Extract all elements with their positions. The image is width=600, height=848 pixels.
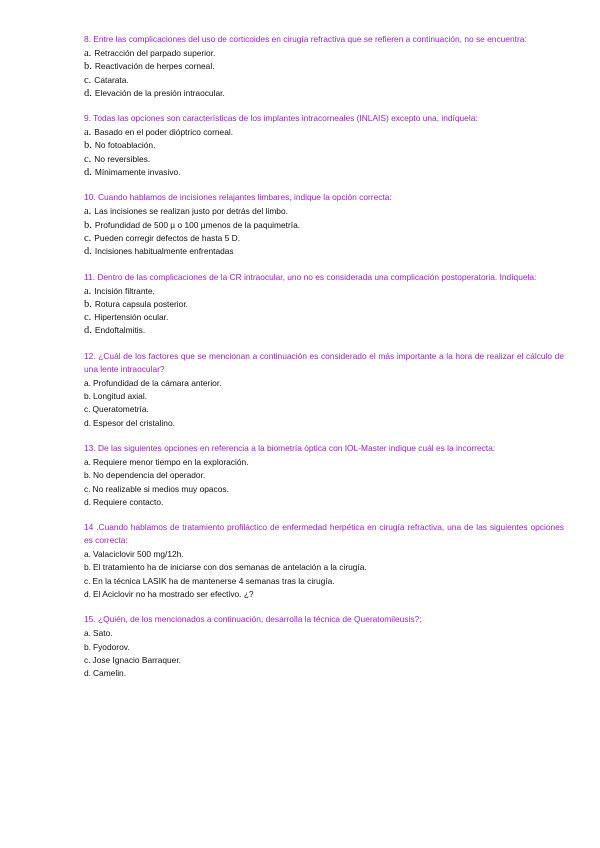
question-9: [84, 112, 564, 179]
option-text: Reactivación de herpes corneal.: [94, 61, 215, 72]
option-letter: d.: [84, 496, 91, 507]
option-text: Pueden corregir defectos de hasta 5 D.: [94, 232, 241, 243]
option-letter: c.: [84, 74, 92, 86]
option-letter: a.: [84, 628, 91, 639]
option-letter: a.: [84, 206, 92, 218]
option-text: Elevación de la presión intraocular.: [94, 87, 225, 98]
question-text: 12. ¿Cuál de los factores que se mencionan a continuación es considerado el más importante a la hora de realizar el cálculo de una lente intraocular?: [84, 350, 564, 374]
question-11: [84, 271, 564, 338]
question-8: [84, 33, 564, 100]
option-text: Queratometría.: [92, 404, 149, 415]
answer-option: [84, 469, 564, 482]
question-text: 15. ¿Quién, de los mencionados a continuación, desarrolla la técnica de Queratomileusis?:: [84, 614, 422, 625]
answer-option: [84, 166, 564, 179]
question-15: [84, 613, 564, 680]
answer-option: [84, 139, 564, 152]
option-letter: c.: [84, 312, 92, 324]
answer-option: [84, 667, 564, 680]
option-text: Valaciclovir 500 mg/12h.: [93, 549, 184, 560]
option-text: No realizable si medios muy opacos.: [92, 483, 229, 494]
option-letter: b.: [84, 562, 91, 573]
answer-option: [84, 654, 564, 667]
question-text: 10. Cuando hablamos de incisiones relajantes limbares, indique la opción correcta:: [84, 192, 392, 203]
option-text: Incisión filtrante.: [94, 285, 155, 296]
answer-option: [84, 205, 564, 218]
answer-option: [84, 377, 564, 390]
option-letter: b.: [84, 61, 92, 73]
answer-option: [84, 74, 564, 87]
option-letter: d.: [84, 246, 92, 258]
answer-option: [84, 496, 564, 509]
option-letter: a.: [84, 456, 91, 467]
option-letter: b.: [84, 219, 92, 231]
option-letter: d.: [84, 417, 91, 428]
answer-option: [84, 87, 564, 100]
option-text: En la técnica LASIK ha de mantenerse 4 semanas tras la cirugía.: [92, 575, 335, 586]
option-letter: d.: [84, 668, 91, 679]
question-text: 14 .Cuando hablamos de tratamiento profiláctico de enfermedad herpética en cirugía refractiva, una de las siguientes opciones es correcta:: [84, 522, 564, 546]
answer-option: [84, 245, 564, 258]
answer-option: [84, 153, 564, 166]
option-letter: c.: [84, 404, 91, 415]
answer-option: [84, 627, 564, 640]
answer-option: [84, 311, 564, 324]
option-letter: b.: [84, 470, 91, 481]
answer-option: [84, 575, 564, 588]
answer-option: [84, 47, 564, 60]
answer-option: [84, 456, 564, 469]
question-text: 11. Dentro de las complicaciones de la CR intraocular, uno no es considerada una complicación postoperatoria. Indíquela:: [84, 271, 537, 282]
option-text: Hipertensión ocular.: [94, 312, 169, 323]
option-text: Requiere contacto.: [93, 496, 164, 507]
option-text: No reversibles.: [94, 153, 151, 164]
option-letter: a.: [84, 285, 92, 297]
option-text: Mínimamente invasivo.: [94, 167, 181, 178]
answer-option: [84, 561, 564, 574]
answer-option: [84, 403, 564, 416]
question-10: [84, 191, 564, 258]
answer-option: [84, 126, 564, 139]
option-text: Incisiones habitualmente enfrentadas: [94, 246, 234, 257]
question-12: [84, 350, 564, 430]
answer-option: [84, 324, 564, 337]
question-text: 13. De las siguientes opciones en referencia a la biometría óptica con IOL-Master indique cuál es la incorrecta:: [84, 442, 496, 453]
option-letter: a.: [84, 127, 92, 139]
option-letter: b.: [84, 641, 91, 652]
option-text: Profundidad de la cámara anterior.: [93, 377, 222, 388]
option-text: Rotura capsula posterior.: [94, 298, 188, 309]
option-text: El Aciclovir no ha mostrado ser efectivo. ¿?: [93, 589, 254, 600]
answer-option: [84, 483, 564, 496]
option-text: El tratamiento ha de iniciarse con dos semanas de antelación a la cirugía.: [93, 562, 367, 573]
option-text: Camelin.: [93, 668, 127, 679]
option-text: Las incisiones se realizan justo por detrás del limbo.: [94, 206, 288, 217]
answer-option: [84, 548, 564, 561]
option-text: Longitud axial.: [93, 391, 148, 402]
option-letter: b.: [84, 298, 92, 310]
option-letter: a.: [84, 377, 91, 388]
answer-option: [84, 60, 564, 73]
question-text: 9. Todas las opciones son características de los implantes intracorneales (INLAIS) excepto una, indíquela:: [84, 113, 478, 124]
option-text: Profundidad de 500 µ o 100 µmenos de la paquimetría.: [94, 219, 301, 230]
option-letter: c.: [84, 153, 92, 165]
option-letter: a.: [84, 549, 91, 560]
option-text: Requiere menor tiempo en la exploración.: [93, 456, 249, 467]
option-text: Fyodorov.: [93, 641, 130, 652]
question-text: 8. Entre las complicaciones del uso de corticoides en cirugía refractiva que se refieren a continuación, no se encuentra:: [84, 34, 527, 44]
option-letter: b.: [84, 391, 91, 402]
answer-option: [84, 219, 564, 232]
option-letter: d.: [84, 167, 92, 179]
option-text: Retracción del parpado superior.: [94, 48, 216, 58]
answer-option: [84, 417, 564, 430]
answer-option: [84, 232, 564, 245]
option-text: Espesor del cristalino.: [93, 417, 175, 428]
option-letter: a.: [84, 48, 92, 59]
option-text: Endoftalmitis.: [94, 325, 146, 336]
option-letter: b.: [84, 140, 92, 152]
option-letter: d.: [84, 589, 91, 600]
option-letter: c.: [84, 654, 91, 665]
option-letter: c.: [84, 483, 91, 494]
option-text: Catarata.: [94, 74, 129, 85]
option-text: Jose Ignacio Barraquer.: [92, 654, 181, 665]
option-letter: c.: [84, 232, 92, 244]
option-text: No fotoablación.: [94, 140, 156, 151]
answer-option: [84, 285, 564, 298]
option-text: No dependencia del operador.: [93, 470, 206, 481]
question-13: [84, 442, 564, 509]
option-text: Sato.: [93, 628, 113, 639]
option-letter: d.: [84, 325, 92, 337]
answer-option: [84, 390, 564, 403]
option-text: Basado en el poder dióptrico corneal.: [94, 127, 234, 138]
answer-option: [84, 641, 564, 654]
answer-option: [84, 298, 564, 311]
question-14: [84, 521, 564, 601]
answer-option: [84, 588, 564, 601]
option-letter: d.: [84, 87, 92, 99]
option-letter: c.: [84, 575, 91, 586]
